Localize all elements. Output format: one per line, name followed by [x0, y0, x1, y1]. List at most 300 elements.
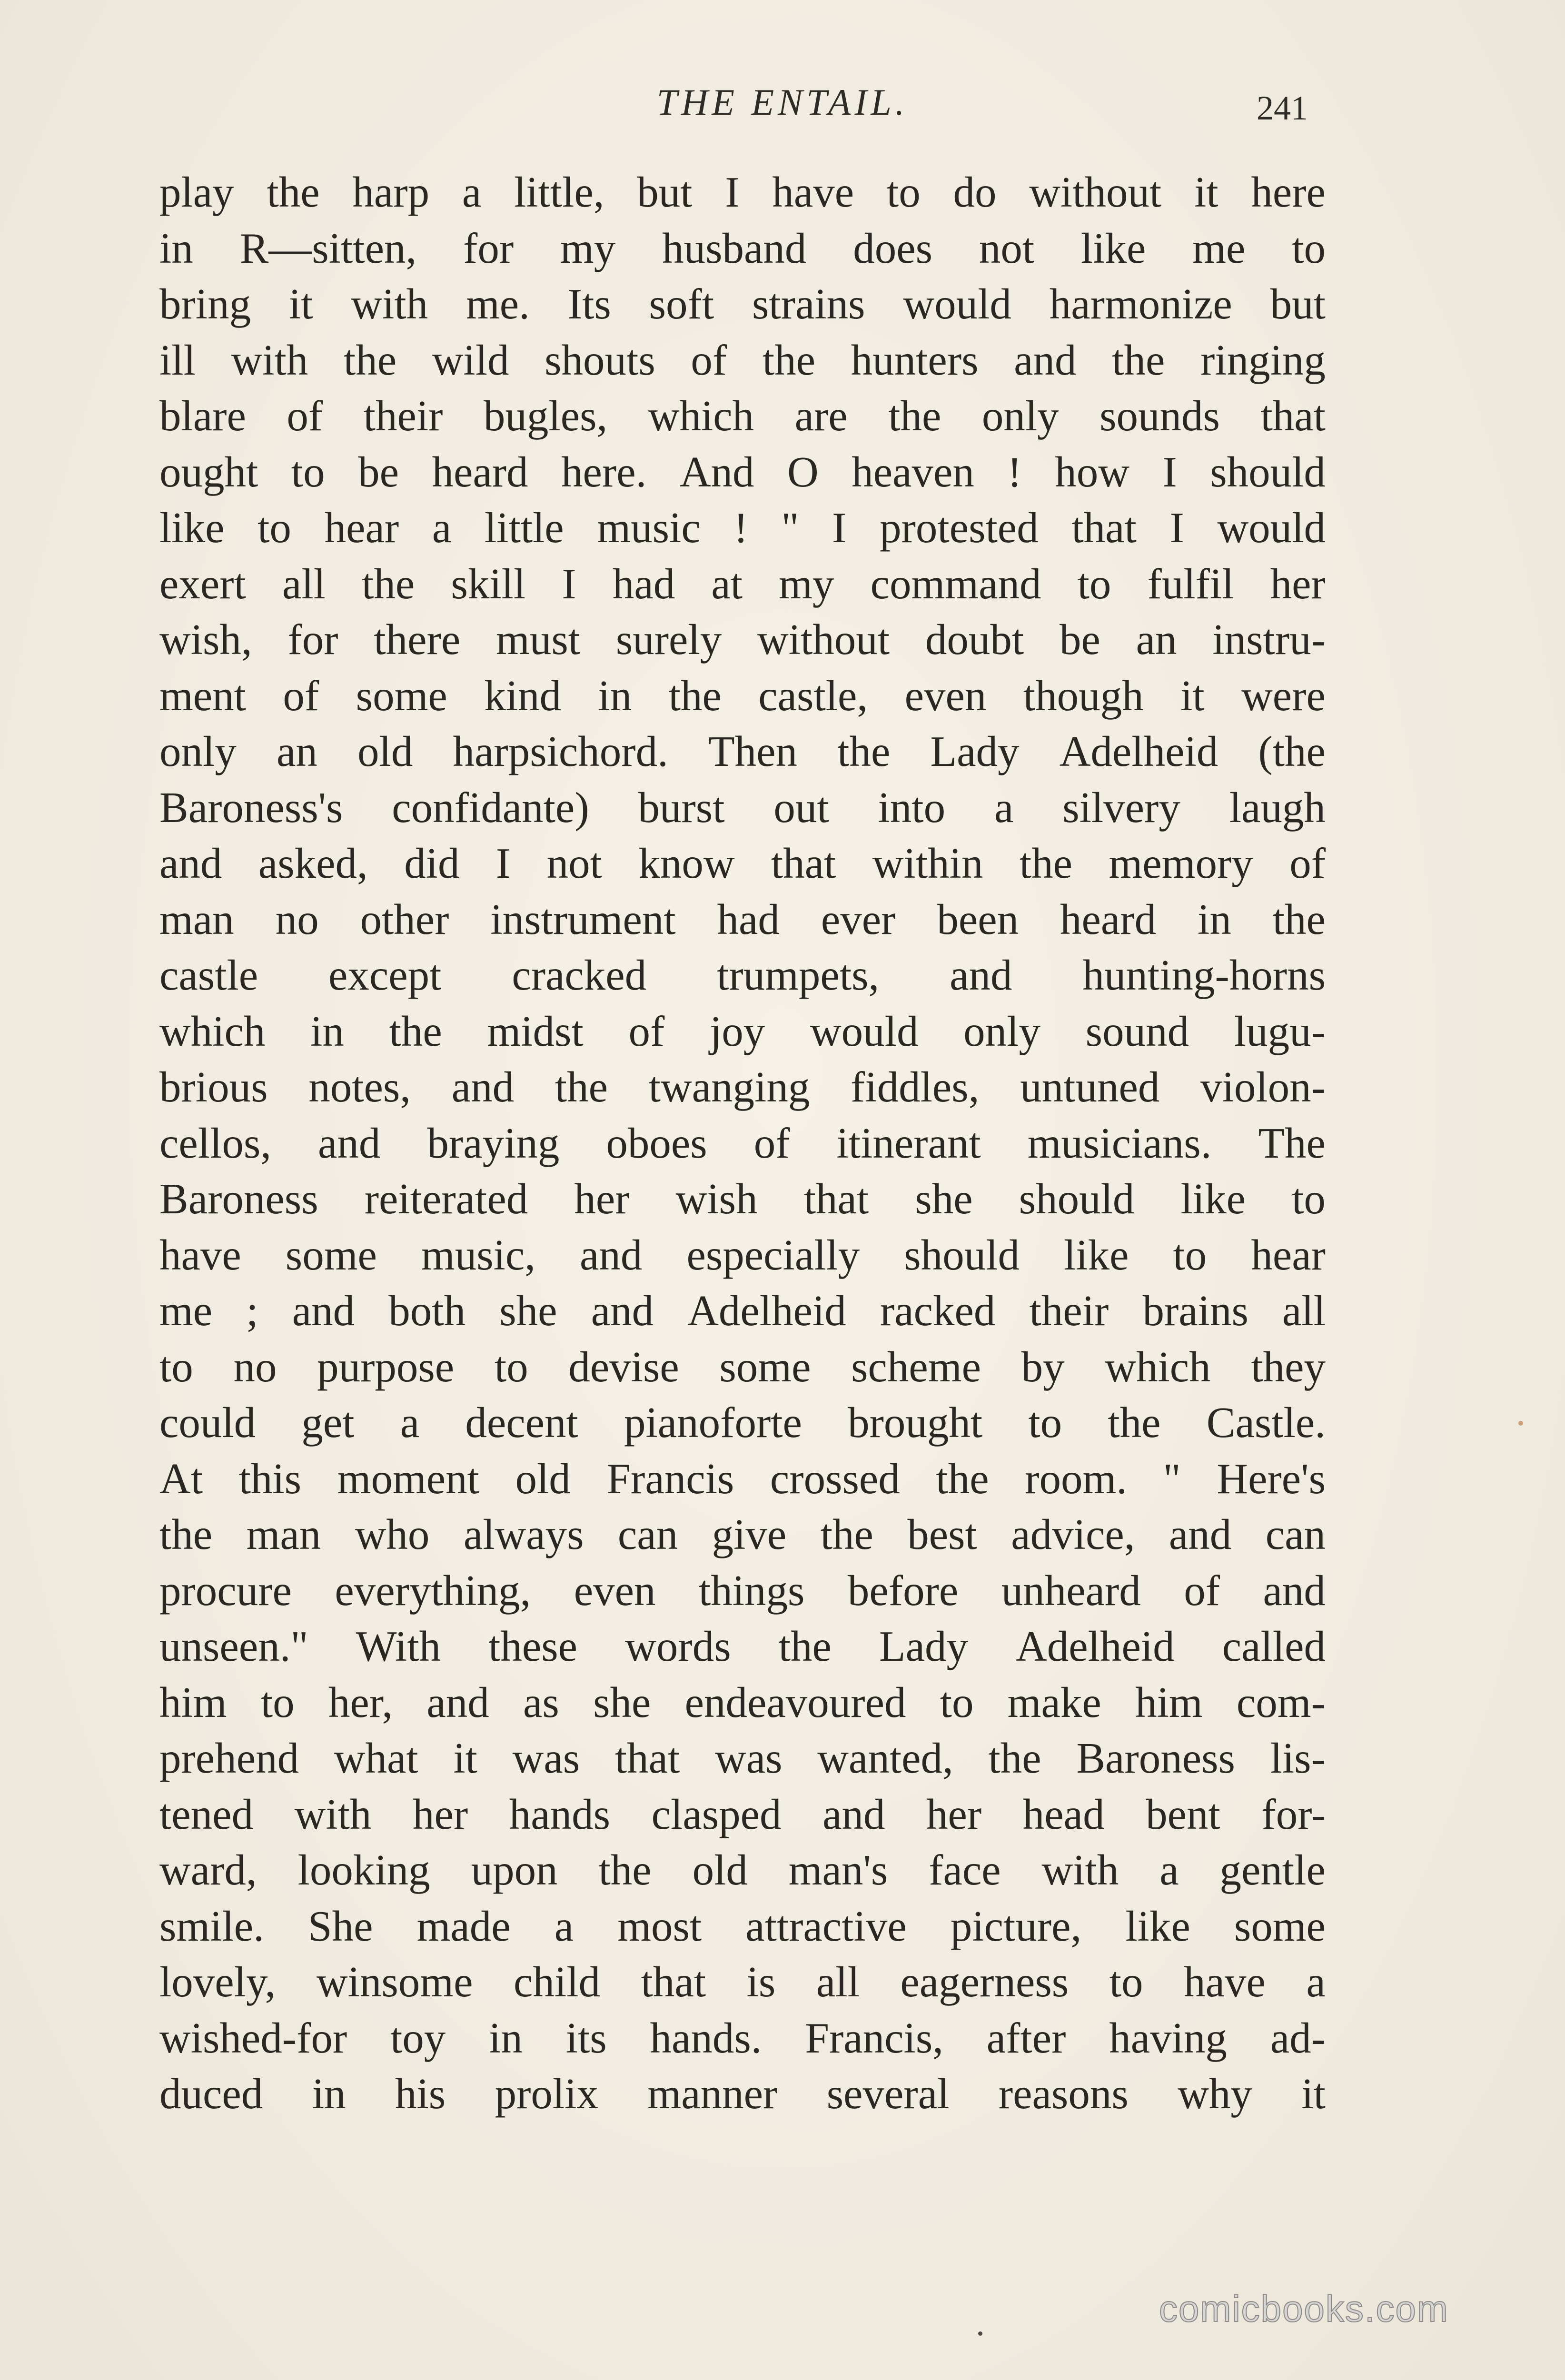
word: its [565, 2013, 607, 2062]
text-line [159, 1786, 1326, 1843]
word: reiterated [364, 1175, 528, 1223]
word: only [159, 727, 237, 775]
word: bent [1146, 1790, 1220, 1838]
word: have [772, 168, 854, 216]
word: can [1265, 1510, 1326, 1558]
word: should [1210, 447, 1326, 496]
word: which [648, 392, 754, 440]
word: midst [487, 1007, 584, 1055]
word: with [1041, 1846, 1119, 1894]
word: me [1192, 224, 1246, 272]
word: a [462, 168, 482, 216]
word: in [159, 224, 193, 272]
word: to [886, 168, 921, 216]
word: in [1198, 895, 1231, 943]
word: especially [686, 1230, 860, 1279]
word: skill [451, 559, 526, 608]
word: and [159, 839, 222, 887]
word: without [757, 615, 890, 664]
word: she [593, 1678, 651, 1726]
word: and [292, 1287, 355, 1335]
word: a [1306, 1958, 1326, 2006]
word: to [1028, 1398, 1062, 1447]
word: I [495, 839, 511, 887]
word: brains [1142, 1287, 1248, 1335]
word: that [1260, 392, 1326, 440]
word: it [1194, 168, 1218, 216]
text-line [159, 220, 1326, 277]
word: looking [297, 1846, 430, 1894]
word: it [288, 280, 313, 328]
text-line [159, 1003, 1326, 1060]
text-line [159, 1898, 1326, 1954]
word: before [847, 1566, 959, 1615]
word: the [267, 168, 320, 216]
word: having [1109, 2013, 1227, 2062]
word: procure [159, 1566, 292, 1615]
word: room. [1025, 1454, 1128, 1503]
word: fulfil [1147, 559, 1234, 608]
word: smile. [159, 1902, 264, 1950]
word: prolix [495, 2070, 598, 2118]
word: had [717, 895, 780, 943]
word: shouts [545, 336, 655, 384]
word: a [1159, 1846, 1179, 1894]
word: would [1217, 504, 1326, 552]
word: which [1105, 1342, 1211, 1391]
word: " [781, 504, 799, 552]
word: hands [509, 1790, 611, 1838]
word: things [698, 1566, 805, 1615]
word: to [260, 1678, 295, 1726]
word: man [246, 1510, 321, 1558]
word: for- [1261, 1790, 1326, 1838]
word: soft [649, 280, 714, 328]
word: make [1007, 1678, 1101, 1726]
word: prehend [159, 1734, 299, 1782]
word: it [1180, 671, 1205, 720]
text-line [159, 1954, 1326, 2010]
word: they [1251, 1342, 1326, 1391]
running-title: THE ENTAIL. [656, 81, 909, 123]
word: joy [709, 1007, 765, 1055]
text-line [159, 1227, 1326, 1283]
word: advice, [1011, 1510, 1135, 1558]
word: and [426, 1678, 489, 1726]
word: can [617, 1510, 678, 1558]
word: unseen." [159, 1622, 308, 1670]
word: that [771, 839, 836, 887]
word: I [832, 504, 847, 552]
word: lugu- [1234, 1007, 1326, 1055]
word: and [580, 1230, 643, 1279]
word: like [1064, 1230, 1129, 1279]
word: must [496, 615, 581, 664]
word: attractive [745, 1902, 907, 1950]
word: confidante) [392, 783, 589, 832]
word: that [1071, 504, 1137, 552]
word: a [400, 1398, 420, 1447]
word: itinerant [836, 1119, 981, 1167]
word: except [328, 951, 442, 999]
word: her [413, 1790, 468, 1838]
text-line [159, 2010, 1326, 2066]
word: little, [514, 168, 604, 216]
word: moment [337, 1454, 479, 1503]
word: like [159, 504, 225, 552]
word: been [937, 895, 1019, 943]
word: brought [848, 1398, 983, 1447]
word: was [715, 1734, 782, 1782]
word: braying [427, 1119, 560, 1167]
word: purpose [317, 1342, 455, 1391]
word: could [159, 1398, 256, 1447]
word: wanted, [817, 1734, 953, 1782]
word: the [159, 1510, 213, 1558]
word: surely [615, 615, 722, 664]
word: husband [662, 224, 807, 272]
word: my [779, 559, 834, 608]
text-line [159, 276, 1326, 332]
word: in [489, 2013, 523, 2062]
word: into [878, 783, 946, 832]
word: her [574, 1175, 630, 1223]
word: of [283, 671, 319, 720]
word: harpsichord. [453, 727, 668, 775]
word: devise [568, 1342, 679, 1391]
word: an [1136, 615, 1177, 664]
word: ever [821, 895, 896, 943]
word: does [853, 224, 932, 272]
word: were [1241, 671, 1326, 720]
word: an [276, 727, 317, 775]
word: did [404, 839, 460, 887]
word: cracked [512, 951, 647, 999]
text-line [159, 1842, 1326, 1898]
word: music, [421, 1230, 536, 1279]
word: who [355, 1510, 430, 1558]
word: protested [880, 504, 1039, 552]
word: not [979, 224, 1035, 272]
word: the [1272, 895, 1326, 943]
word: I [562, 559, 576, 608]
word: child [514, 1958, 601, 2006]
text-line [159, 1451, 1326, 1507]
word: like [1125, 1902, 1190, 1950]
word: the [778, 1622, 832, 1670]
word: give [712, 1510, 787, 1558]
word: her [1270, 559, 1326, 608]
word: and [1169, 1510, 1232, 1558]
word: heard [432, 447, 528, 496]
text-line [159, 668, 1326, 724]
word: should [1019, 1175, 1135, 1223]
word: Francis [606, 1454, 734, 1503]
word: memory [1109, 839, 1253, 887]
word: and [451, 1063, 515, 1111]
word: trumpets, [717, 951, 880, 999]
word: harmonize [1049, 280, 1232, 328]
text-line [159, 332, 1326, 388]
word: hunters [851, 336, 979, 384]
word: exert [159, 559, 246, 608]
word: words [625, 1622, 731, 1670]
word: how [1055, 447, 1129, 496]
text-line [159, 388, 1326, 444]
word: made [416, 1902, 511, 1950]
word: are [794, 392, 848, 440]
word: I [1162, 447, 1177, 496]
word: I [1169, 504, 1184, 552]
word: it [1301, 2070, 1326, 2118]
word: She [307, 1902, 373, 1950]
word: Francis, [805, 2013, 943, 2062]
word: cellos, [159, 1119, 272, 1167]
word: all [282, 559, 326, 608]
word: I [725, 168, 740, 216]
text-line [159, 835, 1326, 892]
word: brious [159, 1063, 268, 1111]
word: kind [484, 671, 561, 720]
word: out [773, 783, 829, 832]
word: duced [159, 2070, 263, 2118]
word: and [1263, 1566, 1326, 1615]
text-line [159, 1115, 1326, 1171]
word: man [159, 895, 234, 943]
word: as [523, 1678, 559, 1726]
word: wild [432, 336, 509, 384]
word: several [826, 2070, 950, 2118]
word: ward, [159, 1846, 257, 1894]
word: to [940, 1678, 974, 1726]
word: with [351, 280, 428, 328]
word: my [560, 224, 616, 272]
word: for [287, 615, 338, 664]
word: called [1222, 1622, 1326, 1670]
text-line [159, 2066, 1326, 2122]
word: she [915, 1175, 973, 1223]
word: and [950, 951, 1012, 999]
word: hear [1251, 1230, 1326, 1279]
word: not [546, 839, 602, 887]
word: him [159, 1678, 227, 1726]
word: that [614, 1734, 680, 1782]
word: (the [1258, 727, 1326, 775]
word: was [512, 1734, 580, 1782]
text-line [159, 892, 1326, 948]
word: some [285, 1230, 377, 1279]
word: endeavoured [684, 1678, 906, 1726]
word: Lady [879, 1622, 968, 1670]
word: instrument [490, 895, 676, 943]
word: get [301, 1398, 355, 1447]
word: do [953, 168, 997, 216]
word: why [1178, 2070, 1252, 2118]
word: Then [708, 727, 797, 775]
word: always [463, 1510, 584, 1558]
word: oboes [606, 1119, 707, 1167]
word: of [753, 1119, 790, 1167]
word: little [484, 504, 564, 552]
word: violon- [1200, 1063, 1326, 1111]
word: Adelheid [687, 1287, 846, 1335]
text-line [159, 1171, 1326, 1227]
word: the [668, 671, 722, 720]
word: her, [328, 1678, 393, 1726]
word: O [787, 447, 819, 496]
word: clasped [651, 1790, 782, 1838]
word: ill [159, 336, 196, 384]
word: silvery [1062, 783, 1180, 832]
word: old [515, 1454, 571, 1503]
word: ! [733, 504, 748, 552]
word: manner [647, 2070, 778, 2118]
word: Baroness [1076, 1734, 1235, 1782]
word: would [903, 280, 1011, 328]
word: of [1184, 1566, 1220, 1615]
ink-dot [978, 2331, 982, 2336]
word: be [358, 447, 399, 496]
text-line [159, 1507, 1326, 1563]
word: be [1059, 615, 1100, 664]
word: command [870, 559, 1041, 608]
word: of [691, 336, 727, 384]
word: his [395, 2070, 446, 2118]
word: though [1023, 671, 1144, 720]
word: but [637, 168, 693, 216]
word: no [233, 1342, 277, 1391]
word: these [488, 1622, 578, 1670]
word: castle, [758, 671, 868, 720]
word: would [810, 1007, 919, 1055]
text-line [159, 1395, 1326, 1451]
word: that [803, 1175, 869, 1223]
word: a [432, 504, 452, 552]
word: unheard [1001, 1566, 1141, 1615]
word: their [363, 392, 443, 440]
word: the [820, 1510, 873, 1558]
word: Castle. [1206, 1398, 1326, 1447]
text-line [159, 724, 1326, 780]
word: picture, [950, 1902, 1082, 1950]
text-line [159, 1618, 1326, 1675]
word: ; [246, 1287, 258, 1335]
word: some [1234, 1902, 1326, 1950]
word: the [762, 336, 816, 384]
word: upon [471, 1846, 558, 1894]
watermark: comicbooks.com [1159, 2288, 1449, 2330]
word: to [258, 504, 291, 552]
word: only [963, 1007, 1040, 1055]
word: that [641, 1958, 706, 2006]
word: decent [465, 1398, 578, 1447]
word: this [238, 1454, 302, 1503]
word: a [554, 1902, 574, 1950]
word: but [1270, 280, 1326, 328]
word: scheme [851, 1342, 981, 1391]
word: twanging [648, 1063, 810, 1111]
word: even [574, 1566, 656, 1615]
text-line [159, 1059, 1326, 1115]
word: to [159, 1342, 193, 1391]
word: notes, [308, 1063, 411, 1111]
word: ought [159, 447, 258, 496]
word: hands. [650, 2013, 762, 2062]
word: some [356, 671, 447, 720]
word: burst [638, 783, 725, 832]
word: tened [159, 1790, 254, 1838]
word: wished-for [159, 2013, 347, 2062]
word: R—sitten, [239, 224, 417, 272]
word: blare [159, 392, 246, 440]
word: there [374, 615, 461, 664]
text-line [159, 556, 1326, 612]
text-line [159, 612, 1326, 668]
word: the [598, 1846, 652, 1894]
word: no [275, 895, 319, 943]
word: instru- [1212, 615, 1326, 664]
word: ad- [1270, 2013, 1326, 2062]
word: Adelheid [1059, 727, 1218, 775]
text-line [159, 1730, 1326, 1786]
word: here. [561, 447, 647, 496]
word: everything, [335, 1566, 531, 1615]
text-line [159, 1339, 1326, 1395]
word: musicians. [1027, 1119, 1212, 1167]
word: me [159, 1287, 213, 1335]
word: all [816, 1958, 860, 2006]
word: laugh [1229, 783, 1326, 832]
word: doubt [925, 615, 1024, 664]
text-line [159, 947, 1326, 1003]
word: in [310, 1007, 344, 1055]
word: wish, [159, 615, 252, 664]
word: best [907, 1510, 977, 1558]
word: face [929, 1846, 1001, 1894]
word: bring [159, 280, 251, 328]
word: Baroness [159, 1175, 318, 1223]
word: sound [1085, 1007, 1189, 1055]
word: gentle [1219, 1846, 1326, 1894]
word: even [904, 671, 987, 720]
word: of [1289, 839, 1326, 887]
word: to [291, 447, 325, 496]
word: the [362, 559, 415, 608]
word: her [926, 1790, 982, 1838]
word: what [334, 1734, 418, 1782]
word: after [986, 2013, 1066, 2062]
word: reasons [998, 2070, 1129, 2118]
word: Its [567, 280, 611, 328]
word: lovely, [159, 1958, 276, 2006]
word: the [389, 1007, 442, 1055]
word: ment [159, 671, 246, 720]
text-line [159, 1563, 1326, 1619]
word: com- [1236, 1678, 1326, 1726]
word: here [1251, 168, 1326, 216]
word: music [597, 504, 701, 552]
word: to [1109, 1958, 1143, 2006]
word: harp [352, 168, 430, 216]
word: castle [159, 951, 258, 999]
body-text [159, 164, 1326, 2122]
word: most [617, 1902, 702, 1950]
word: which [159, 1007, 266, 1055]
word: to [494, 1342, 528, 1391]
word: by [1021, 1342, 1065, 1391]
word: is [746, 1958, 776, 2006]
word: the [555, 1063, 608, 1111]
